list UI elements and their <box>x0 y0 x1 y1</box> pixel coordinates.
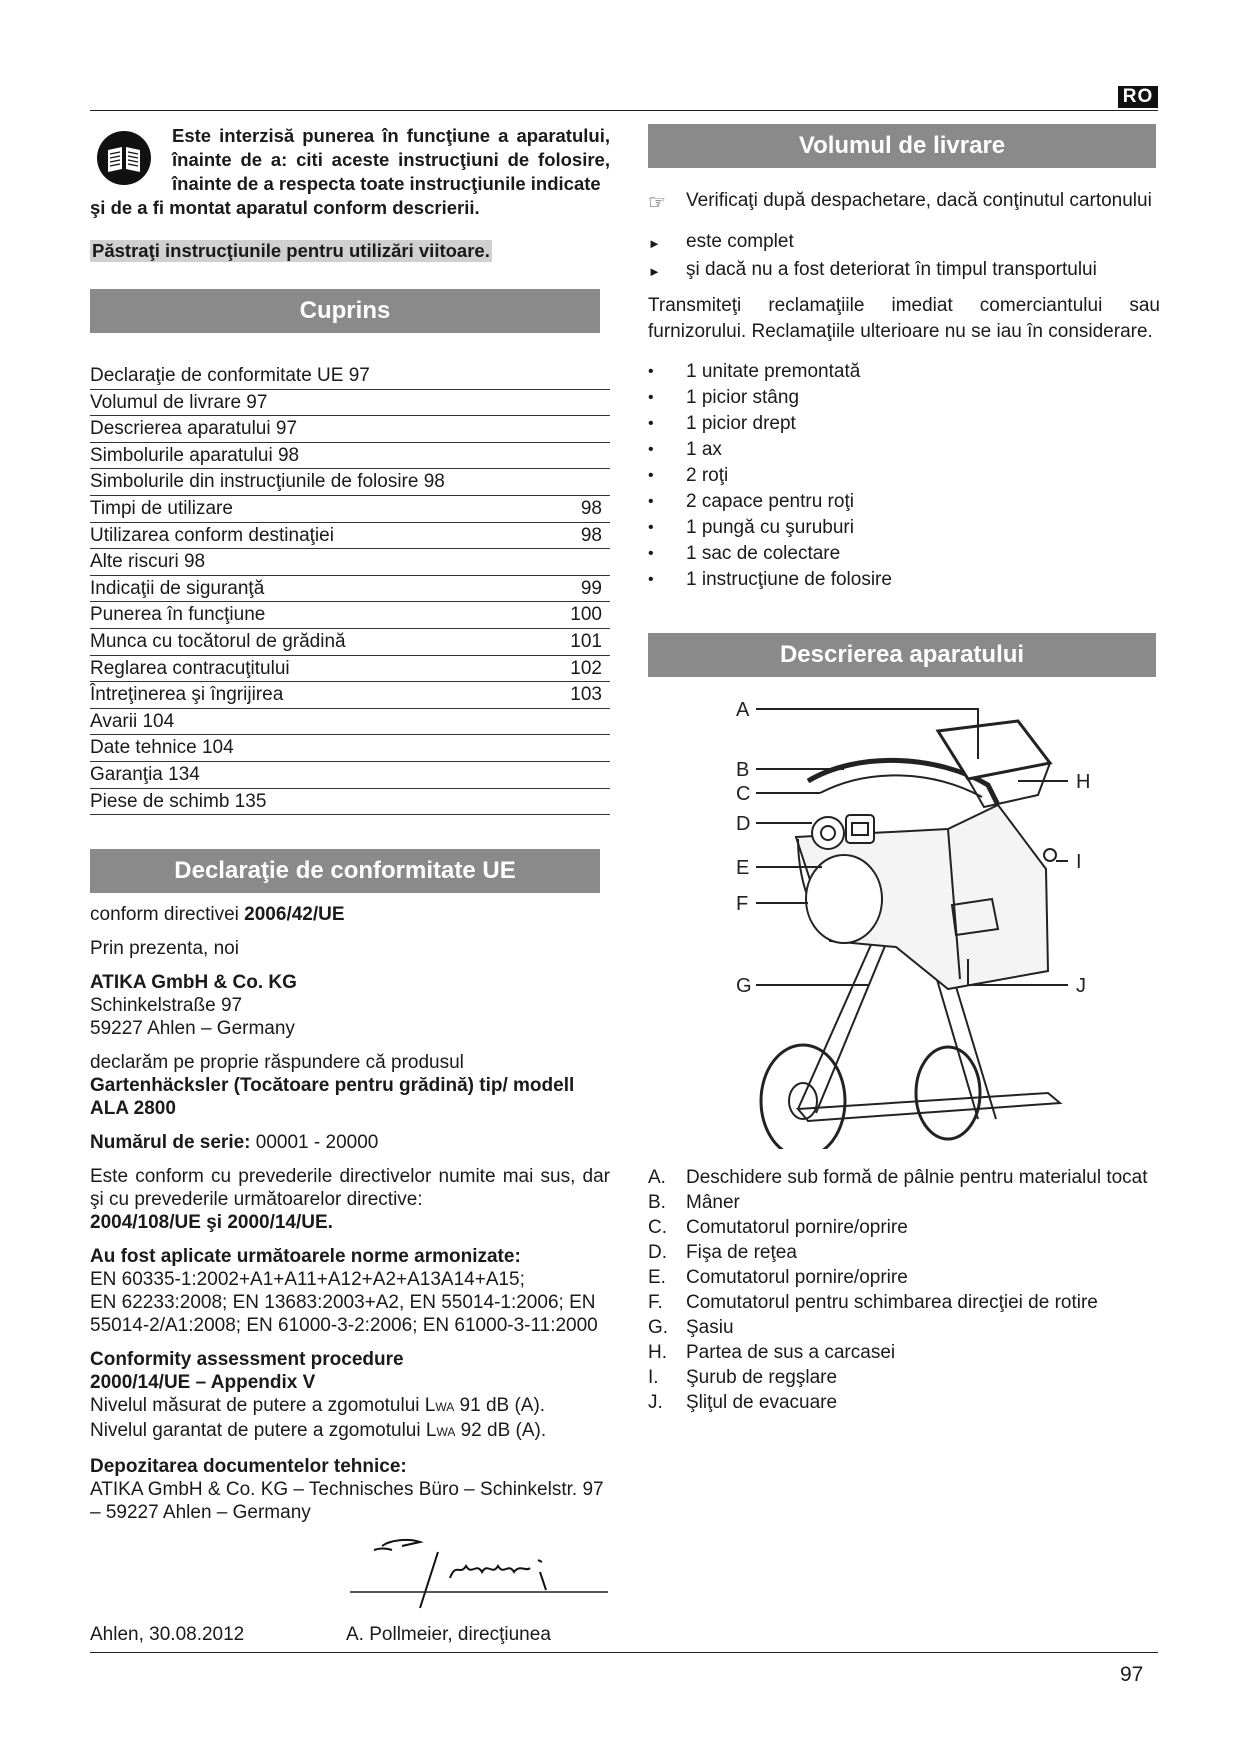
toc-row: Timpi de utilizare 98 <box>90 496 610 523</box>
bullet-icon: • <box>648 519 654 536</box>
toc-row: Declaraţie de conformitate UE 97 <box>90 363 610 390</box>
callout-e: E <box>736 857 750 879</box>
declaration-heading: Declaraţie de conformitate UE <box>90 849 600 893</box>
callout-j: J <box>1076 975 1086 997</box>
company-name: ATIKA GmbH & Co. KG <box>90 972 297 994</box>
footer-rule <box>90 1652 1158 1653</box>
docs-title: Depozitarea documentelor tehnice: <box>90 1456 407 1478</box>
switch-plate <box>846 815 874 843</box>
list-item: ► este complet <box>648 229 1160 257</box>
toc-row: Date tehnice 104 <box>90 735 610 762</box>
list-item: • 2 roţi <box>648 463 1160 489</box>
list-item: • 1 ax <box>648 437 1160 463</box>
list-item: • 1 unitate premontată <box>648 359 1160 385</box>
list-item: I. Şurub de regşlare <box>648 1367 838 1388</box>
toc-row: Garanţia 134 <box>90 762 610 789</box>
complaints-notice: Transmiteţi reclamaţiile imediat comerciantului sau furnizorului. Reclamaţiile ulterioare nu se iau în considerare. <box>648 295 1160 342</box>
toc-row: Întreţinerea şi îngrijirea 103 <box>90 682 610 709</box>
product-model: ALA 2800 <box>90 1098 176 1120</box>
bullet-icon: • <box>648 415 654 432</box>
docs-value: ATIKA GmbH & Co. KG – Technisches Büro – Schinkelstr. 97 – 59227 Ahlen – Germany <box>90 1479 604 1524</box>
bullet-icon: • <box>648 467 654 484</box>
bullet-icon: • <box>648 363 654 380</box>
bullet-icon: • <box>648 545 654 562</box>
list-item: • 1 sac de colectare <box>648 541 1160 567</box>
toc-row: Simbolurile aparatului 98 <box>90 443 610 470</box>
intro-warning <box>90 124 610 220</box>
callout-i: I <box>1076 851 1082 873</box>
toc-row: Munca cu tocătorul de grădină 101 <box>90 629 610 656</box>
bullet-icon: • <box>648 441 654 458</box>
table-of-contents <box>90 363 610 815</box>
norms-line-1: EN 60335-1:2002+A1+A11+A12+A2+A13A14+A15; <box>90 1269 525 1291</box>
list-item: E. Comutatorul pornire/oprire <box>648 1267 908 1288</box>
conform-text: Este conform cu prevederile directivelor numite mai sus, dar şi cu prevederile următoarelor directive: <box>90 1166 610 1211</box>
read-manual-icon <box>96 130 152 186</box>
left-leg <box>798 929 878 1109</box>
by-this-line: Prin prezenta, noi <box>90 938 239 960</box>
toc-row: Piese de schimb 135 <box>90 789 610 816</box>
list-item: • 2 capace pentru roţi <box>648 489 1160 515</box>
company-city: 59227 Ahlen – Germany <box>90 1018 295 1040</box>
declare-line: declarăm pe proprie răspundere că produsul <box>90 1052 464 1074</box>
toc-heading: Cuprins <box>90 289 600 333</box>
list-item: • 1 picior stâng <box>648 385 1160 411</box>
bullet-icon: • <box>648 389 654 406</box>
left-column <box>90 124 610 1646</box>
toc-row: Alte riscuri 98 <box>90 549 610 576</box>
list-item: • 1 instrucţiune de folosire <box>648 567 1160 593</box>
toc-row: Volumul de livrare 97 <box>90 390 610 417</box>
top-cover <box>820 775 982 797</box>
signer-name: A. Pollmeier, direcţiunea <box>346 1624 551 1646</box>
intro-text-last: şi de a fi montat aparatul conform descrierii. <box>90 197 480 218</box>
parts-list <box>648 1165 1160 1415</box>
list-item: J. Şliţul de evacuare <box>648 1392 838 1413</box>
check-list <box>648 229 1160 285</box>
shredder-diagram <box>648 689 1160 1149</box>
bullet-icon: • <box>648 493 654 510</box>
motor-disc <box>806 855 882 943</box>
callout-c: C <box>736 783 751 805</box>
list-item: • 1 picior drept <box>648 411 1160 437</box>
place-date: Ahlen, 30.08.2012 <box>90 1624 245 1646</box>
signature-footer <box>90 1624 610 1646</box>
list-item: H. Partea de sus a carcasei <box>648 1342 896 1363</box>
toc-row: Avarii 104 <box>90 709 610 736</box>
measured-noise: Nivelul măsurat de putere a zgomotului LWA 91 dB (A). <box>90 1395 546 1417</box>
list-item: F. Comutatorul pentru schimbarea direcţiei de rotire <box>648 1292 1098 1313</box>
callout-f: F <box>736 893 749 915</box>
norms-title: Au fost aplicate următoarele norme armonizate: <box>90 1246 521 1268</box>
delivery-check: ☞ Verificaţi după despachetare, dacă conţinutul cartonului <box>648 190 1152 214</box>
page-number: 97 <box>1120 1663 1144 1686</box>
toc-row: Utilizarea conform destinaţiei 98 <box>90 523 610 550</box>
pointing-hand-icon: ☞ <box>648 192 666 214</box>
signature-image <box>290 1532 610 1618</box>
toc-row: Indicaţii de siguranţă 99 <box>90 576 610 603</box>
list-item: C. Comutatorul pornire/oprire <box>648 1217 908 1238</box>
delivery-items <box>648 359 1160 593</box>
list-item: A. Deschidere sub formă de pâlnie pentru materialul tocat <box>648 1167 1148 1188</box>
toc-row: Punerea în funcţiune 100 <box>90 602 610 629</box>
toc-row: Simbolurile din instrucţiunile de folosire 98 <box>90 469 610 496</box>
norms-line-2: EN 62233:2008; EN 13683:2003+A2, EN 55014-1:2006; EN 55014-2/A1:2008; EN 61000-3-2:2006; EN 61000-3-11:2000 <box>90 1292 598 1337</box>
directive-line: conform directivei 2006/42/UE <box>90 904 345 926</box>
callout-a: A <box>736 699 750 721</box>
bullet-icon: • <box>648 571 654 588</box>
left-leg-inner <box>816 929 892 1113</box>
list-item: • 1 pungă cu şuruburi <box>648 515 1160 541</box>
intro-text: Este interzisă punerea în funcţiune a aparatului, înainte de a: citi aceste instrucţiuni de folosire, înainte de a respecta toate instrucţiunile indicate <box>172 125 610 194</box>
toc-row: Descrierea aparatului 97 <box>90 416 610 443</box>
right-column <box>648 124 1160 1415</box>
toc-row: Reglarea contracuţitului 102 <box>90 656 610 683</box>
company-street: Schinkelstraße 97 <box>90 995 243 1017</box>
directives-list: 2004/108/UE şi 2000/14/UE. <box>90 1212 333 1234</box>
callout-g: G <box>736 975 752 997</box>
description-heading: Descrierea aparatului <box>648 633 1156 677</box>
procedure-value: 2000/14/UE – Appendix V <box>90 1372 316 1394</box>
keep-instructions-note: Păstraţi instrucţiunile pentru utilizări viitoare. <box>92 240 490 261</box>
list-item: G. Şasiu <box>648 1317 734 1338</box>
delivery-heading: Volumul de livrare <box>648 124 1156 168</box>
signature-area <box>90 1532 610 1618</box>
procedure-title: Conformity assessment procedure <box>90 1349 404 1371</box>
language-badge: RO <box>1118 86 1158 108</box>
plug-socket <box>812 817 844 849</box>
guaranteed-noise: Nivelul garantat de putere a zgomotului LWA 92 dB (A). <box>90 1420 547 1442</box>
list-item: D. Fişa de reţea <box>648 1242 797 1263</box>
callout-d: D <box>736 813 751 835</box>
header-rule <box>90 110 1158 111</box>
adjust-bolt <box>1044 849 1056 861</box>
declaration-body <box>90 903 610 1524</box>
arrow-icon: ► <box>648 264 661 279</box>
product-name: Gartenhäcksler (Tocătoare pentru grădină) tip/ modell <box>90 1075 575 1097</box>
list-item: B. Mâner <box>648 1192 740 1213</box>
callout-h: H <box>1076 771 1091 793</box>
callout-b: B <box>736 759 750 781</box>
axle <box>798 1093 1060 1121</box>
arrow-icon: ► <box>648 236 661 251</box>
list-item: ► şi dacă nu a fost deteriorat în timpul transportului <box>648 257 1160 285</box>
serial-number: Numărul de serie: 00001 - 20000 <box>90 1132 379 1154</box>
